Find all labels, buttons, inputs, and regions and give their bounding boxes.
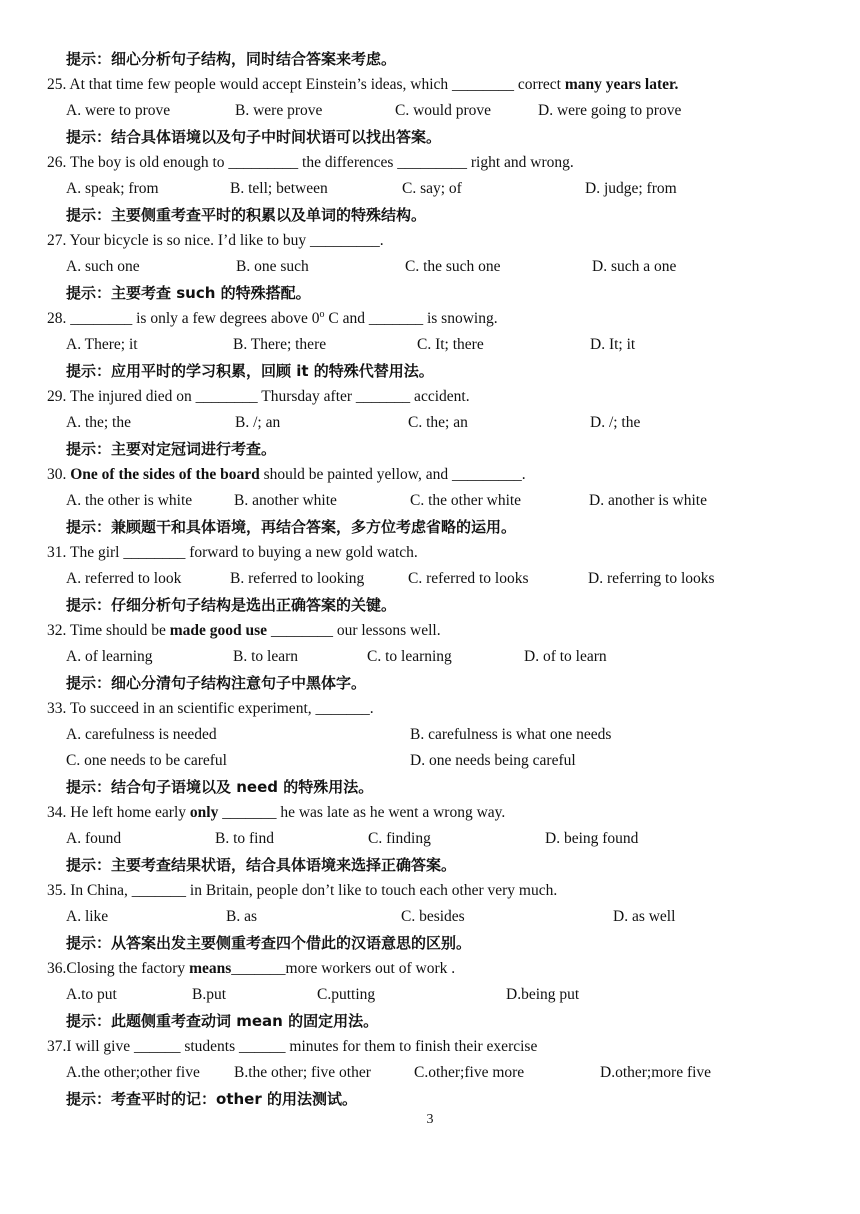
text-run: At that time few people would accept Einstein’s ideas, which ________ correct [66, 76, 565, 93]
bold-text: such [176, 284, 216, 302]
option-d: D. of to learn [524, 648, 607, 665]
question-stem [47, 72, 678, 98]
option-b: B. to find [215, 830, 274, 847]
option-a: A. of learning [66, 648, 153, 665]
option-c: C.other;five more [414, 1064, 525, 1081]
text-run: I will give ______ students ______ minutes for them to finish their exercise [66, 1038, 538, 1055]
question-number: 32. [47, 622, 67, 639]
text-run: ________ is only a few degrees above 0 [66, 310, 320, 327]
text-run: C and _______ is snowing. [324, 310, 498, 327]
option-c: C. say; of [402, 180, 462, 197]
question-number: 25. [47, 76, 67, 93]
bold-text: One of the sides of the board [70, 466, 260, 483]
hint-text: 提示：主要考查结果状语，结合具体语境来选择正确答案。 [66, 856, 457, 874]
question-stem [47, 800, 505, 826]
option-d: D. referring to looks [588, 570, 715, 587]
option-c: C. one needs to be careful [66, 752, 227, 769]
option-c: C. to learning [367, 648, 452, 665]
question-stem [47, 540, 418, 566]
options-row [0, 254, 860, 280]
option-b: B. carefulness is what one needs [410, 726, 612, 743]
text-run: _______more workers out of work . [231, 960, 456, 977]
options-row [0, 410, 860, 436]
hint-text: 提示：仔细分析句子结构是选出正确答案的关键。 [66, 596, 397, 614]
options-row [0, 488, 860, 514]
option-a: A. were to prove [66, 102, 171, 119]
bold-text: many years later. [564, 76, 679, 93]
options-row [0, 332, 860, 358]
text-run: The injured died on ________ Thursday after _______ accident. [66, 388, 470, 405]
option-d: D. were going to prove [538, 102, 682, 119]
bold-text: it [296, 362, 309, 380]
option-d: D.other;more five [600, 1064, 712, 1081]
hint-text [66, 280, 311, 306]
text-run: 提示：考查平时的记： [66, 1090, 217, 1108]
question-stem [47, 384, 470, 410]
text-run: Your bicycle is so nice. I’d like to buy _________. [66, 232, 384, 249]
option-b: B. to learn [233, 648, 298, 665]
text-run: He left home early [66, 804, 190, 821]
hint-text: 提示：细心分析句子结构，同时结合答案来考虑。 [66, 50, 397, 68]
option-d: D. one needs being careful [410, 752, 576, 769]
options-row [0, 566, 860, 592]
options-row [0, 826, 860, 852]
option-a: A.to put [66, 986, 117, 1003]
question-stem [47, 306, 498, 332]
hint-text [66, 1008, 378, 1034]
option-a: A.the other;other five [66, 1064, 200, 1081]
options-row [0, 748, 860, 774]
question-stem [47, 956, 455, 982]
question-number: 37. [47, 1038, 67, 1055]
option-a: A. speak; from [66, 180, 159, 197]
option-d: D. judge; from [585, 180, 677, 197]
option-c: C. It; there [417, 336, 484, 353]
bold-text: mean [236, 1012, 283, 1030]
option-d: D. another is white [589, 492, 707, 509]
page-number: 3 [426, 1112, 434, 1127]
option-c: C. besides [401, 908, 465, 925]
question-stem [47, 1034, 537, 1060]
option-d: D.being put [506, 986, 580, 1003]
option-d: D. being found [545, 830, 639, 847]
text-run: 的用法测试。 [261, 1090, 357, 1108]
text-run: 的特殊代替用法。 [308, 362, 434, 380]
option-b: B. as [226, 908, 257, 925]
superscript: o [319, 309, 325, 320]
question-number: 27. [47, 232, 67, 249]
text-run: In China, _______ in Britain, people don’t like to touch each other very much. [66, 882, 558, 899]
options-row [0, 176, 860, 202]
text-run: The boy is old enough to _________ the differences _________ right and wrong. [66, 154, 574, 171]
text-run: To succeed in an scientific experiment, _______. [66, 700, 374, 717]
question-stem [47, 696, 374, 722]
question-number: 26. [47, 154, 67, 171]
options-row [0, 1060, 860, 1086]
options-row [0, 904, 860, 930]
option-c: C. the such one [405, 258, 501, 275]
option-c: C. would prove [395, 102, 492, 119]
text-run: 的特殊搭配。 [215, 284, 311, 302]
hint-text [66, 358, 434, 384]
bold-text: means [189, 960, 232, 977]
option-b: B. referred to looking [230, 570, 365, 587]
bold-text: need [236, 778, 278, 796]
text-run: _______ he was late as he went a wrong way. [218, 804, 506, 821]
option-a: A. carefulness is needed [66, 726, 217, 743]
question-number: 34. [47, 804, 67, 821]
bold-text: made good use [169, 622, 268, 639]
hint-text: 提示：细心分清句子结构注意句子中黑体字。 [66, 674, 367, 692]
question-number: 29. [47, 388, 67, 405]
option-b: B. were prove [235, 102, 323, 119]
hint-text [66, 774, 373, 800]
question-stem [47, 878, 557, 904]
options-row [0, 722, 860, 748]
options-row [0, 982, 860, 1008]
text-run: should be painted yellow, and _________. [259, 466, 526, 483]
text-run: The girl ________ forward to buying a new gold watch. [66, 544, 418, 561]
question-stem [47, 618, 441, 644]
option-d: D. /; the [590, 414, 641, 431]
option-b: B.put [192, 986, 227, 1003]
text-run: 提示：结合句子语境以及 [66, 778, 237, 796]
option-c: C. the; an [408, 414, 468, 431]
hint-text: 提示：结合具体语境以及句子中时间状语可以找出答案。 [66, 128, 442, 146]
question-number: 36. [47, 960, 67, 977]
hint-text [66, 1086, 357, 1112]
option-a: A. There; it [66, 336, 138, 353]
text-run: 提示：主要考查 [66, 284, 177, 302]
text-run: ________ our lessons well. [267, 622, 441, 639]
question-number: 31. [47, 544, 67, 561]
option-a: A. the other is white [66, 492, 193, 509]
option-b: B. another white [234, 492, 337, 509]
option-b: B. one such [236, 258, 309, 275]
option-c: C. the other white [410, 492, 522, 509]
text-run: 的固定用法。 [282, 1012, 379, 1030]
text-run: Closing the factory [66, 960, 190, 977]
question-number: 35. [47, 882, 67, 899]
hint-text: 提示：主要对定冠词进行考查。 [66, 440, 277, 458]
text-run: 提示：应用平时的学习积累，回顾 [66, 362, 297, 380]
text-run: 提示：此题侧重考查动词 [66, 1012, 237, 1030]
option-d: D. It; it [590, 336, 636, 353]
option-b: B. /; an [235, 414, 281, 431]
option-c: C. finding [368, 830, 431, 847]
option-a: A. such one [66, 258, 140, 275]
question-number: 28. [47, 310, 67, 327]
option-b: B.the other; five other [234, 1064, 371, 1081]
option-b: B. There; there [233, 336, 327, 353]
option-d: D. such a one [592, 258, 677, 275]
option-c: C. referred to looks [408, 570, 529, 587]
options-row [0, 98, 860, 124]
hint-text: 提示：从答案出发主要侧重考查四个借此的汉语意思的区别。 [66, 934, 472, 952]
option-a: A. referred to look [66, 570, 182, 587]
option-d: D. as well [613, 908, 676, 925]
hint-text: 提示：主要侧重考查平时的积累以及单词的特殊结构。 [66, 206, 427, 224]
text-run: 的特殊用法。 [278, 778, 374, 796]
text-run: Time should be [66, 622, 170, 639]
question-stem [47, 228, 384, 254]
option-c: C.putting [317, 986, 376, 1003]
hint-text: 提示：兼顾题干和具体语境，再结合答案，多方位考虑省略的运用。 [66, 518, 517, 536]
question-number: 30. [47, 466, 67, 483]
option-b: B. tell; between [230, 180, 328, 197]
option-a: A. like [66, 908, 109, 925]
bold-text: other [216, 1090, 262, 1108]
question-number: 33. [47, 700, 67, 717]
question-stem [47, 462, 526, 488]
option-a: A. the; the [66, 414, 131, 431]
bold-text: only [189, 804, 219, 821]
question-stem [47, 150, 574, 176]
options-row [0, 644, 860, 670]
option-a: A. found [66, 830, 122, 847]
